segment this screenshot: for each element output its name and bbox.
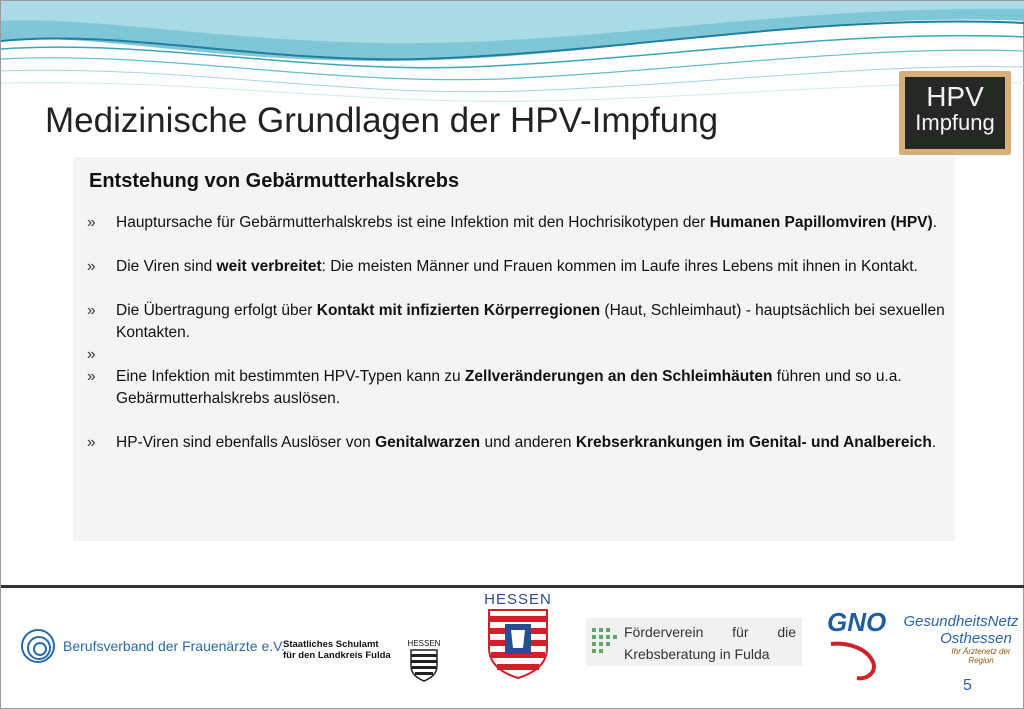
footer-divider (1, 585, 1024, 588)
gno-text: GNO (827, 607, 887, 637)
bullet-item-empty (87, 344, 947, 366)
bullet-marker: » (87, 258, 96, 275)
bullet-marker: » (87, 346, 96, 363)
bullet-item (87, 300, 947, 344)
badge-line1: HPV (926, 81, 984, 112)
bullet-text: . (932, 214, 937, 231)
foerder-word2: für (732, 624, 749, 640)
bullet-text: (Haut, Schleimhaut) - hauptsächlich bei sexuellen Kontakten. (116, 302, 945, 341)
foerderverein-logo (586, 618, 802, 666)
bullet-item (87, 212, 947, 234)
header-waves (1, 1, 1024, 111)
hessen-small-text: HESSEN (407, 639, 441, 648)
gn-line2: Osthessen (940, 630, 1012, 647)
bullet-text (116, 344, 947, 366)
hessen-logo (481, 591, 555, 685)
chalkboard (905, 77, 1005, 149)
hessen-crest-icon (487, 608, 549, 680)
badge-line2: Impfung (915, 110, 995, 135)
gn-line3: Ihr Ärztenetz der Region (951, 647, 1011, 665)
bullet-marker: » (87, 214, 96, 231)
bullet-text: : Die meisten Männer und Frauen kommen im Laufe ihres Lebens mit ihnen in Kontakt. (321, 258, 918, 275)
schulamt-logo (283, 639, 391, 661)
bullet-marker: » (87, 434, 96, 451)
bullet-bold: Genitalwarzen (375, 434, 481, 451)
bullet-text: und anderen (480, 434, 576, 451)
foerder-word1: Förderverein (624, 624, 704, 640)
bullet-text: Die Übertragung erfolgt über (116, 302, 317, 319)
gn-line1: GesundheitsNetz (903, 613, 1019, 630)
bullet-marker: » (87, 302, 96, 319)
gesundheitsnetz-logo (899, 613, 1023, 665)
bullet-bold: Humanen Papillomviren (HPV) (709, 214, 933, 231)
foerder-word3: die (777, 624, 796, 640)
bullet-text: führen und so u.a. Gebärmutterhalskrebs auslösen. (116, 368, 902, 407)
gno-swoosh-icon (827, 638, 887, 682)
bullet-item (87, 432, 947, 454)
bullet-bold: Kontakt mit infizierten Körperregionen (316, 302, 601, 319)
bullet-text: . (931, 434, 937, 451)
bullet-item (87, 256, 947, 278)
page-number: 5 (963, 677, 972, 694)
bullet-text: Die Viren sind (116, 258, 217, 275)
hpv-impfung-badge (899, 71, 1011, 155)
bullet-text: Eine Infektion mit bestimmten HPV-Typen kann zu (116, 368, 465, 385)
bullet-list (87, 212, 947, 454)
bvf-circles-icon (19, 627, 57, 665)
foerder-line2: Krebsberatung in Fulda (624, 646, 770, 662)
hessen-text: HESSEN (484, 591, 552, 608)
bullet-bold: Zellveränderungen an den Schleimhäuten (464, 368, 773, 385)
section-heading: Entstehung von Gebärmutterhalskrebs (89, 170, 460, 192)
page-title: Medizinische Grundlagen der HPV-Impfung (45, 101, 719, 140)
hessen-small-crest-icon (409, 648, 439, 682)
bullet-marker: » (87, 368, 96, 385)
dot-grid-icon (592, 628, 618, 654)
bullet-item (87, 366, 947, 410)
schulamt-line1: Staatliches Schulamt (283, 639, 379, 650)
berufsverband-logo (19, 627, 285, 665)
bvf-text: Berufsverband der Frauenärzte e.V. (63, 638, 286, 654)
bullet-bold: Krebserkrankungen im Genital- und Analbereich (575, 434, 932, 451)
gno-logo (827, 607, 887, 687)
bullet-bold: weit verbreitet (216, 258, 322, 275)
schulamt-line2: für den Landkreis Fulda (283, 650, 391, 661)
foerder-line1 (624, 624, 796, 640)
hessen-small-logo (406, 639, 442, 684)
bullet-text: HP-Viren sind ebenfalls Auslöser von (116, 434, 376, 451)
bullet-text: Hauptursache für Gebärmutterhalskrebs ist eine Infektion mit den Hochrisikotypen der (116, 214, 710, 231)
